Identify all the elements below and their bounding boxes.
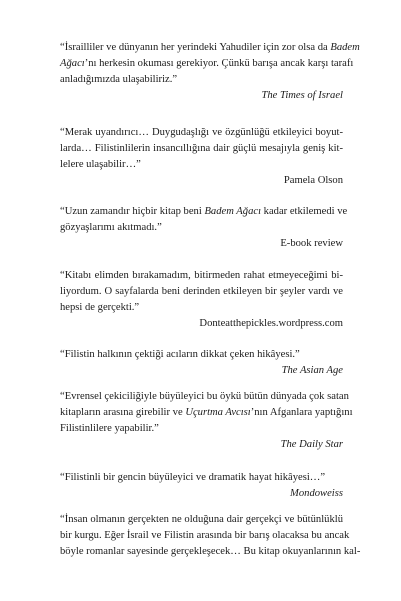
text-run: böyle romanlar sayesinde gerçekleşecek… Bu kitap okuyanlarının kal- <box>60 546 361 557</box>
quote-line <box>60 284 343 300</box>
quote-line <box>60 512 343 528</box>
text-run: kadar etkilemedi ve <box>261 206 348 217</box>
text-run: “Kitabı elimden bırakamadım, bitirmeden rahat etmeyeceğimi bi- <box>60 270 343 281</box>
text-run: Filistinlilere yapabilir.” <box>60 423 159 434</box>
quote-source: The Daily Star <box>280 439 343 450</box>
italic-title: Ağacı <box>60 58 85 69</box>
quote-line <box>60 157 343 173</box>
quote-line <box>60 204 348 220</box>
text-run: lelere ulaşabilir…” <box>60 159 141 170</box>
quote-source: The Times of Israel <box>261 90 343 101</box>
quote-source: Pamela Olson <box>283 175 343 186</box>
quote-line <box>60 347 343 363</box>
quote-block <box>60 40 360 103</box>
quote-line <box>60 268 343 284</box>
text-run: anladığımızda ulaşabiliriz.” <box>60 74 178 85</box>
text-run: hepsi de gerçekti.” <box>60 302 140 313</box>
text-run: larda… Filistinlilerin insancıllığına dair güçlü mesajıyla geniş kit- <box>60 143 343 154</box>
quote-line <box>60 141 343 157</box>
quote-text <box>60 204 348 236</box>
quote-source: Donteatthepickles.wordpress.com <box>199 318 343 329</box>
text-run: “İsrailliler ve dünyanın her yerindeki Yahudiler için zor olsa da <box>60 42 331 53</box>
text-run: bir kurgu. Eğer İsrail ve Filistin arasında bir barış olacaksa bu ancak <box>60 530 350 541</box>
quote-text <box>60 470 343 486</box>
quote-source: Mondoweiss <box>290 488 343 499</box>
quote-block <box>60 268 343 331</box>
italic-title: Badem <box>330 42 360 53</box>
quote-line <box>60 72 343 88</box>
text-run: “Filistin halkının çektiği acıların dikkat çeken hikâyesi.” <box>60 349 300 360</box>
quote-line <box>60 389 349 405</box>
quote-text <box>60 268 343 316</box>
text-run: “İnsan olmanın gerçekten ne olduğuna dair gerçekçi ve bütünlüklü <box>60 514 343 525</box>
quote-line <box>60 405 353 421</box>
quote-block <box>60 125 343 188</box>
text-run: ’nın Afganlara yaptığını <box>250 407 353 418</box>
text-run: “Filistinli bir gencin büyüleyici ve dramatik hayat hikâyesi…” <box>60 472 326 483</box>
quote-source: E-book review <box>280 238 343 249</box>
text-run: “Merak uyandırıcı… Duygudaşlığı ve özgünlüğü etkileyici boyut- <box>60 127 343 138</box>
text-run: gözyaşlarımı akıtmadı.” <box>60 222 162 233</box>
quote-block <box>60 389 353 452</box>
quote-line <box>60 421 343 437</box>
italic-title: Badem Ağacı <box>204 206 262 217</box>
quote-text <box>60 125 343 173</box>
quote-source: The Asian Age <box>281 365 343 376</box>
quote-line <box>60 300 343 316</box>
quote-line <box>60 220 343 236</box>
quote-text <box>60 347 343 363</box>
quote-text <box>60 389 353 437</box>
quote-line <box>60 125 343 141</box>
quote-text <box>60 40 360 88</box>
quote-block <box>60 204 348 251</box>
text-run: “Uzun zamandır hiçbir kitap beni <box>60 206 205 217</box>
italic-title: Uçurtma Avcısı <box>185 407 251 418</box>
text-run: ’nı herkesin okuması gerekiyor. Çünkü barışa ancak karşı tarafı <box>84 58 354 69</box>
quote-line <box>60 40 360 56</box>
quote-line <box>60 528 350 544</box>
quote-line <box>60 56 354 72</box>
text-run: liyordum. O sayfalarda beni derinden etkileyen bir şeyler vardı ve <box>60 286 343 297</box>
quote-block <box>60 470 343 501</box>
text-run: “Evrensel çekiciliğiyle büyüleyici bu öykü bütün dünyada çok satan <box>60 391 349 402</box>
quote-line <box>60 470 343 486</box>
text-run: kitapların arasına girebilir ve <box>60 407 186 418</box>
quote-block <box>60 512 361 560</box>
quote-text <box>60 512 361 560</box>
quote-block <box>60 347 343 378</box>
quote-line <box>60 544 361 560</box>
